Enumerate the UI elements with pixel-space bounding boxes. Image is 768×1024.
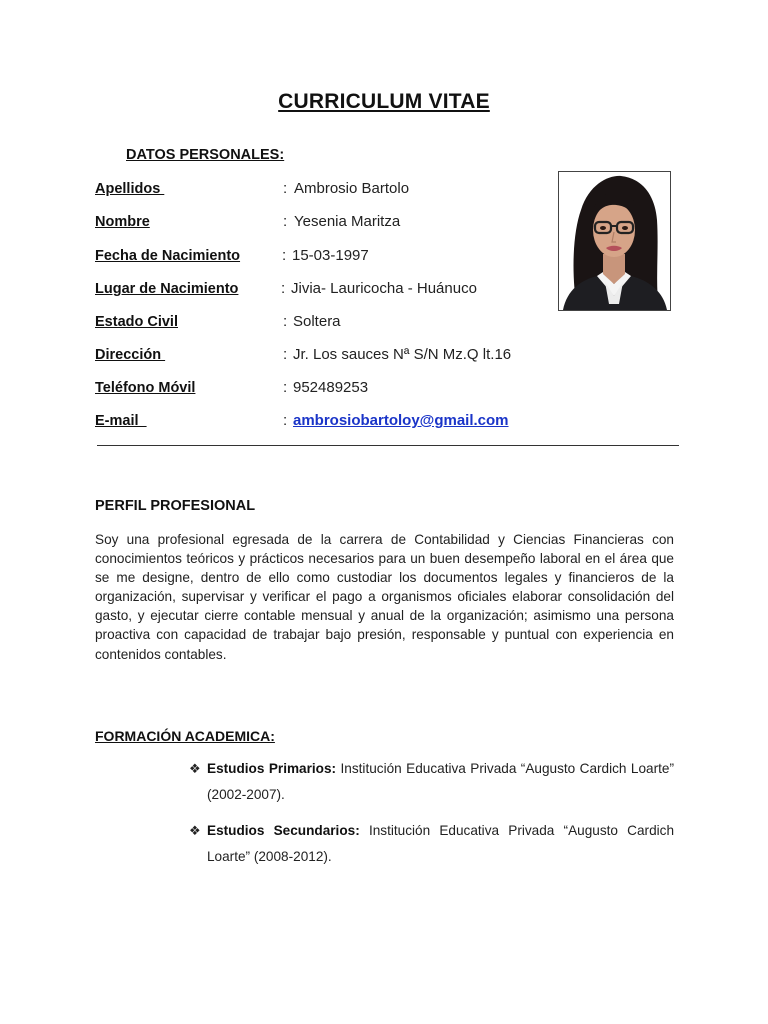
profile-photo bbox=[558, 171, 671, 311]
field-label: Nombre bbox=[95, 214, 150, 230]
field-value: Soltera bbox=[293, 313, 341, 330]
field-value: 15-03-1997 bbox=[292, 247, 369, 264]
field-label: Lugar de Nacimiento bbox=[95, 281, 239, 297]
section-divider bbox=[97, 445, 679, 446]
field-label: Dirección bbox=[95, 347, 166, 363]
professional-profile-text: Soy una profesional egresada de la carrera de Contabilidad y Ciencias Financieras con conocimientos teóricos y prácticos necesarios para un buen desempeño laboral en el área que se me designe, dentro de ello como custodiar los documentos legales y financieros de la organización, supervisar y verificar el pago a organismos oficiales elaborar consolidación del gasto, y ejecutar cierre contable mensual y anual de la organización; asimismo una persona proactiva con capacidad de trabajar bajo presión, responsable y puntual con experiencia en contenidos contables. bbox=[95, 532, 674, 662]
personal-data-heading: DATOS PERSONALES: bbox=[126, 147, 285, 163]
diamond-bullet-icon: ❖ bbox=[189, 823, 201, 838]
diamond-bullet-icon: ❖ bbox=[189, 761, 201, 776]
field-label: Apellidos bbox=[95, 181, 165, 197]
field-colon: : bbox=[281, 280, 286, 297]
field-colon: : bbox=[283, 313, 288, 330]
field-colon: : bbox=[283, 346, 288, 363]
field-row-fecha-nacimiento bbox=[95, 245, 555, 267]
field-colon: : bbox=[282, 247, 287, 264]
field-value: Yesenia Maritza bbox=[294, 213, 401, 230]
education-item-label: Estudios Primarios: bbox=[207, 761, 337, 776]
field-value: Jr. Los sauces Nª S/N Mz.Q lt.16 bbox=[293, 346, 512, 363]
field-label: E-mail bbox=[95, 413, 147, 429]
education-heading: FORMACIÓN ACADEMICA: bbox=[95, 728, 275, 744]
education-item-text: Institución Educativa Privada “Augusto Cardich Loarte” (2008-2012). bbox=[207, 823, 675, 864]
field-colon: : bbox=[283, 180, 288, 197]
field-row-apellidos bbox=[95, 178, 555, 200]
field-label: Estado Civil bbox=[95, 314, 178, 330]
field-row-email bbox=[95, 410, 555, 432]
field-label: Teléfono Móvil bbox=[95, 380, 196, 396]
education-item-text: Institución Educativa Privada “Augusto Cardich Loarte” (2002-2007). bbox=[207, 761, 674, 802]
education-item-primary bbox=[189, 756, 674, 807]
field-value: Ambrosio Bartolo bbox=[294, 180, 410, 197]
education-item-label: Estudios Secundarios: bbox=[207, 823, 360, 838]
field-colon: : bbox=[283, 213, 288, 230]
field-row-direccion bbox=[95, 344, 555, 366]
education-item-secondary bbox=[189, 818, 674, 869]
education-item-body bbox=[207, 756, 674, 807]
field-colon: : bbox=[283, 412, 288, 429]
email-link[interactable]: ambrosiobartoloy@gmail.com bbox=[293, 412, 509, 429]
field-row-telefono bbox=[95, 377, 555, 399]
field-label: Fecha de Nacimiento bbox=[95, 248, 241, 264]
professional-profile-heading: PERFIL PROFESIONAL bbox=[95, 498, 256, 514]
field-row-estado-civil bbox=[95, 311, 555, 333]
field-row-nombre bbox=[95, 211, 555, 233]
document-title: CURRICULUM VITAE bbox=[278, 90, 490, 113]
field-row-lugar-nacimiento bbox=[95, 278, 555, 300]
portrait-illustration bbox=[559, 172, 670, 310]
field-colon: : bbox=[283, 379, 288, 396]
field-value: 952489253 bbox=[293, 379, 369, 396]
education-item-body bbox=[207, 818, 674, 869]
field-value: Jivia- Lauricocha - Huánuco bbox=[291, 280, 477, 297]
